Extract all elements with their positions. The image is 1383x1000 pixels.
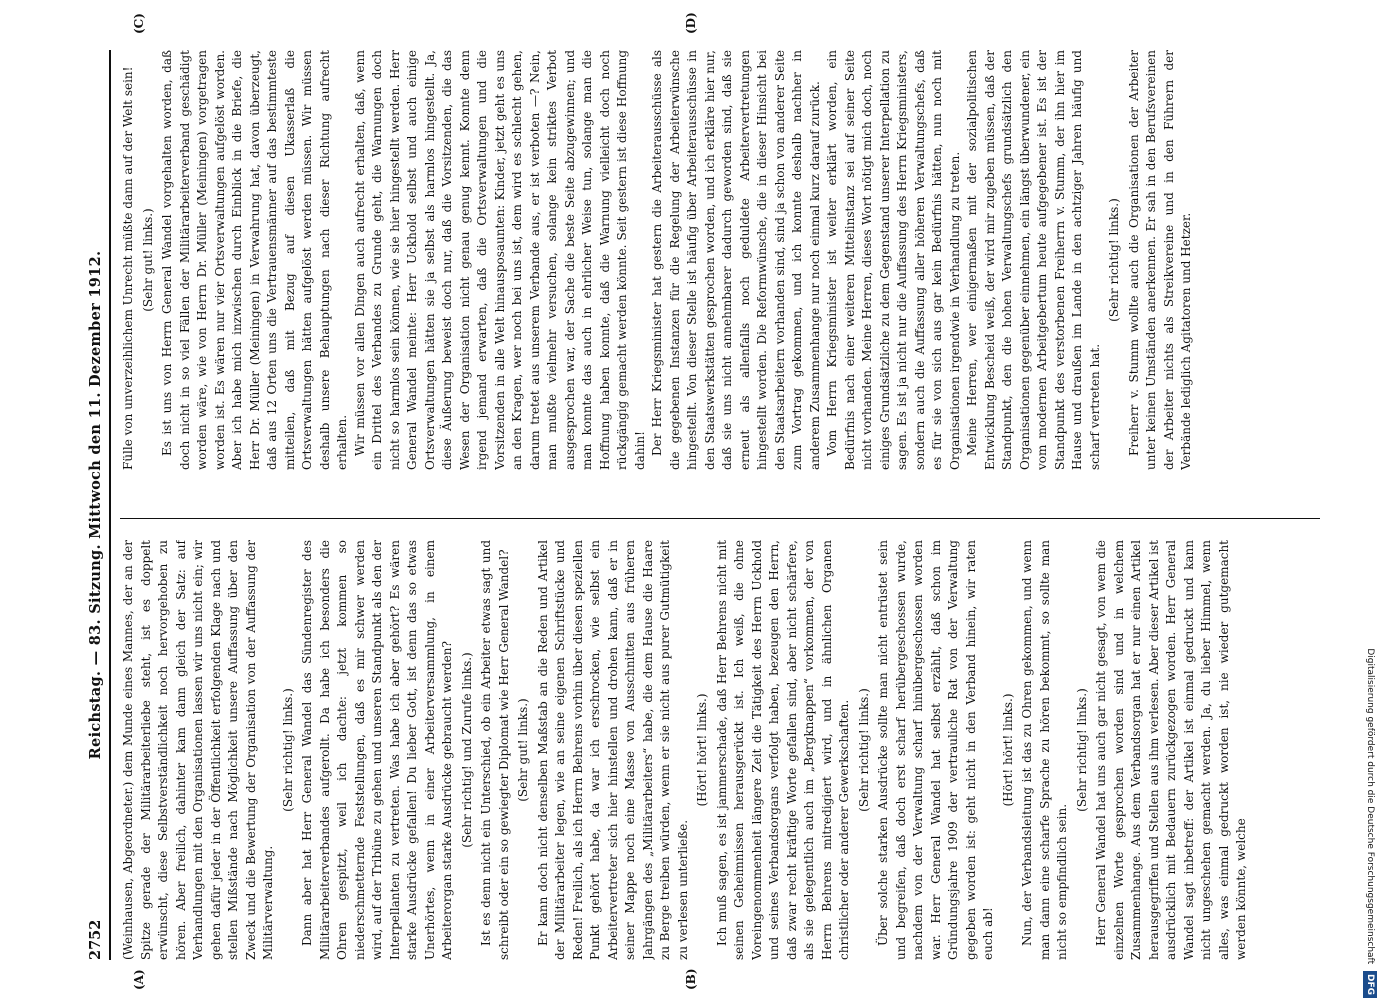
page-number: 2752 [87,919,104,960]
interjection: (Hört! hört! links.) [1000,693,1015,807]
document-page [60,0,1360,1000]
header-rule [109,50,111,960]
interjection: (Hört! hört! links.) [695,693,709,807]
interjection: (Sehr gut! links.) [140,208,155,312]
margin-marker-a: (A) [132,969,146,990]
left-column [120,540,1340,960]
paragraph: Über solche starken Ausdrücke sollte man nicht entrüstet sein und begreifen, daß doch erst scharf herübergeschossen wurde, nachdem von der Verwaltung scharf hinübergeschossen worden war. Herr General Wandel hat selbst erzählt, daß schon im Gründungsjahre 1909 der vertrauliche Rat von der Verwaltung gegeben worden ist: geht nicht in den Verband hinein, wir raten euch ab! [876,540,995,960]
paragraph: (Weinhausen, Abgeordneter.) dem Munde eines Mannes, der an der Spitze gerade der Militärarbeiterliebe steht, ist es doppelt erwünscht, diese Selbstverständlichkeit noch hervorgehoben zu hören. Aber freilich, dahinter kam dann gleich der Satz: auf Verhandlungen mit den Organisationen lassen wir uns nicht ein; wir gehen dafür jeder in der Öffentlichkeit erfolgenden Klage nach und stellen Mißstände nach Möglichkeit unsere Auffassung über den Zweck und die Bewertung der Organisation von der Auffassung der Militärverwaltung. [121,540,275,960]
dfg-logo: DFG [1363,971,1377,998]
paragraph: Vom Herrn Kriegsminister ist weiter erklärt worden, ein Bedürfnis nach einer weiteren Mittelinstanz sei auf seiner Seite nicht vorhanden. Meine Herren, dieses Wort nötigt mich doch, noch einiges Grundsätzliche zu dem Gegenstand unserer Interpellation zu sagen. Es ist ja nicht nur die Auffassung des Herrn Kriegsministers, sondern auch die Auffassung aller höheren Verwaltungschefs, daß es für sie von sich aus gar kein Bedürfnis hätten, nun noch mit Organisationen irgendwie in Verhandlung zu treten. [825,50,962,470]
interjection: (Sehr richtig! links.) [280,688,295,812]
paragraph: Der Herr Kriegsminister hat gestern die Arbeiterausschüsse als die gegebenen Instanzen für die Regelung der Arbeiterwünsche hingestellt. Von dieser Stelle ist häufig über Arbeiterausschüsse in den Staatswerkstätten gesprochen worden, und ich erkläre hier nur, daß sie uns nicht annehmbarer dadurch geworden sind, daß sie erneut als allenfalls noch geduldete Arbeitervertretungen hingestellt worden. Die Reformwünsche, die in dieser Hinsicht bei den Staatsarbeitern vorhanden sind, sind ja schon von anderer Seite zum Vortrag gekommen, und ich konnte deshalb nachher in anderem Zusammenhange nur noch einmal kurz darauf zurück. [650,50,822,470]
margin-marker-b: (B) [684,968,698,990]
margin-marker-c: (C) [132,13,146,34]
paragraph: Ich muß sagen, es ist jammerschade, daß Herr Behrens nicht mit seinen Geheimnissen herausgerückt ist. Ich weiß, die ohne Voreingenommenheit längere Zeit die Tätigkeit des Herrn Uckhold und seines Verbandsorgans verfolgt haben, bezeugen den Herrn, daß zwar recht kräftige Worte gefallen sind, aber nicht schärfere, als sie gelegentlich auch im „Bergknappen“ vorkommen, der von Herrn Behrens mitredigiert wird, und in ähnlichen Organen christlicher oder anderer Gewerkschaften. [714,540,851,960]
paragraph: Wir müssen vor allen Dingen auch aufrecht erhalten, daß, wenn ein Drittel des Verbandes zu Grunde geht, die Warnungen doch nicht so harmlos sein können, wie sie hier hingestellt werden. Herr General Wandel meinte: Herr Uckhold selbst und auch einige Ortsverwaltungen hätten sie ja selbst als harmlos hingestellt. Ja, diese Äußerung beweist doch nur, daß die Vorsitzenden, die das Wesen der Organisation nicht genau genug kennt. Konnte denn irgend jemand erwarten, daß die Ortsverwaltungen und die Vorsitzenden in alle Welt hinausposaunten: Kinder, jetzt geht es uns an den Kragen, wer noch bei uns ist, dem wird es schlecht gehen, darum tretet aus unserem Verbande aus, er ist verboten —? Nein, man mußte vielmehr versuchen, solange kein striktes Verbot ausgesprochen war, der Sache die beste Seite abzugewinnen; und man konnte das auch in ehrlicher Weise tun, solange man die Hoffnung haben konnte, daß die Warnung vielleicht doch noch rückgängig gemacht werden könnte. Seit gestern ist diese Hoffnung dahin! [352,50,647,470]
paragraph: Er kann doch nicht denselben Maßstab an die Reden und Artikel der Militärarbeiter legen, wie an seine eigenen Schriftstücke und Reden! Freilich, als ich Herrn Behrens vorhin über diesen speziellen Punkt gehört habe, da war ich erschrocken, wie selbst ein Arbeitervertreter sich hier hinstellen und drohen kann, daß er in seiner Mappe noch eine Masse von Ausschnitten aus früheren Jahrgängen des „Militärarbeiters“ habe, die dem Hause die Haare zu Berge treiben würden, wenn er sie nicht aus purer Gutmütigkeit zu verlesen unterließe. [535,540,690,960]
interjection: (Sehr richtig! links.) [1107,198,1121,322]
paragraph: Nun, der Verbandsleitung ist das zu Ohren gekommen, und wenn man dann eine scharfe Sprache zu hören bekommt, so sollte man nicht so empfindlich sein. [1020,540,1069,960]
paragraph: Ist es denn nicht ein Unterschied, ob ein Arbeiter etwas sagt und schreibt oder ein so gewiegter Diplomat wie Herr General Wandel? [479,540,511,960]
page-header [72,50,112,960]
right-column [120,50,1340,470]
paragraph: Dann aber hat Herr General Wandel das Sündenregister des Militärarbeiterverbandes aufgerollt. Da habe ich besonders die Ohren gespitzt, weil ich dachte: jetzt kommen so niederschmetternde Feststellungen, daß es mir schwer werden wird, auf der Tribüne zu gehen und unseren Standpunkt als den der Interpellanten zu vertreten. Was habe ich aber gehört? Es wären starke Ausdrücke gefallen! Du lieber Gott, ist denn das so etwas Unerhörtes, wenn in einer Arbeiterversammlung, in einem Arbeiterorgan starke Ausdrücke gebraucht werden? [300,540,454,960]
margin-marker-d: (D) [684,12,698,34]
paragraph: Herr General Wandel hat uns auch gar nicht gesagt, von wem die einzelnen Worte gesprochen worden sind und in welchem Zusammenhange. Aus dem Verbandsorgan hat er nur einen Artikel herausgegriffen und Stellen aus ihm verlesen. Aber dieser Artikel ist ausdrücklich mit Bedauern zurückgezogen worden. Herr General Wandel sagt inbetreff: der Artikel ist einmal gedruckt und kann nicht ungeschehen gemacht werden. Ja, du lieber Himmel, wenn alles, was einmal gedruckt worden ist, nie wieder gutgemacht werden könnte, welche [1094,540,1248,960]
credit-text: Digitalisierung gefördert durch die Deutsche Forschungsgemeinschaft [1365,648,1375,965]
paragraph: Meine Herren, wer einigermaßen mit der sozialpolitischen Entwicklung Bescheid weiß, der wird mir zugeben müssen, daß der Standpunkt, den die hohen Verwaltungschefs grundsätzlich den Organisationen gegenüber einnehmen, ein längst überwundener, ein vom modernen Arbeitgebertum heute aufgegebener ist. Es ist der Standpunkt des verstorbenen Freiherrn v. Stumm, der ihn hier im Hause und draußen im Lande in den achtziger Jahren häufig und scharf vertreten hat. [965,50,1102,470]
interjection: (Sehr richtig! links.) [856,688,871,812]
paragraph: Es ist uns von Herrn General Wandel vorgehalten worden, daß doch nicht in so viel Fällen der Militärarbeiterverband geschädigt worden wäre, wie von Herrn Dr. Müller (Meiningen) vorgetragen worden ist. Es wären nur vier Ortsverwaltungen aufgelöst worden. Aber ich habe mich inzwischen durch Einblick in die Briefe, die Herr Dr. Müller (Meiningen) in Verwahrung hat, davon überzeugt, daß aus 12 Orten uns die Vertrauensmänner auf das bestimmteste mitteilen, daß mit Bezug auf diesen Ukasserlaß die Ortsverwaltungen hätten aufgelöst werden müssen. Wir müssen deshalb unsere Behauptungen nach dieser Richtung aufrecht erhalten. [160,50,349,470]
paragraph: Freiherr v. Stumm wollte auch die Organisationen der Arbeiter unter keinen Umständen anerkennen. Er sah in den Berufsvereinen der Arbeiter nichts als Streikvereine und in den Führern der Verbände lediglich Agitatoren und Hetzer. [1126,50,1193,470]
running-title: Reichstag. — 83. Sitzung. Mittwoch den 11. Dezember 1912. [87,250,104,760]
interjection: (Sehr gut! links.) [516,698,530,802]
paragraph: Fülle von unverzeihlichem Unrecht müßte dann auf der Welt sein! [121,66,135,470]
interjection: (Sehr richtig! links.) [1074,688,1089,812]
interjection: (Sehr richtig! und Zurufe links.) [459,652,474,848]
column-divider [120,518,1320,519]
digitization-credit [1363,8,1377,998]
